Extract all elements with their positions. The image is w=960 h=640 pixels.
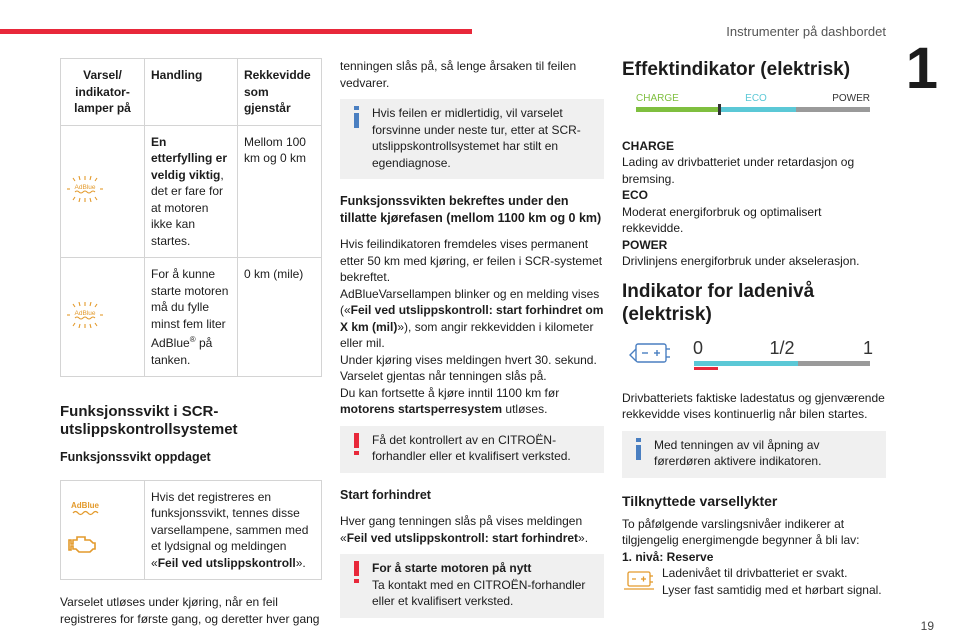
header-title: Instrumenter på dashbordet (726, 24, 886, 39)
info-icon (632, 438, 646, 460)
table-header-range: Rekkevidde som gjenstår (237, 59, 321, 126)
label-charge: CHARGE (622, 138, 675, 153)
level1-desc-b: Lyser fast samtidig med et hørbart signal. (662, 582, 882, 597)
heading-charge-indicator: Indikator for ladenivå (elektrisk) (622, 280, 815, 325)
desc-power: Drivlinjens energiforbruk under akselerasjon. (622, 254, 860, 268)
engine-fault-icon (67, 534, 97, 556)
gauge-reserve-zone (694, 367, 718, 370)
table-header-warning: Varsel/ indikator-lamper på (61, 59, 145, 126)
adblue-icon (67, 499, 103, 517)
table-row (61, 480, 322, 580)
charge-gauge (622, 336, 886, 376)
table-cell-range: Mellom 100 km og 0 km (237, 125, 321, 258)
info-text: Hvis feilen er midlertidig, vil varselet forsvinne under neste tur, etter at SCR-utslippskontrollsystemet har stilt en egendiagnose. (372, 106, 581, 170)
levels-paragraph: To påfølgende varslingsnivåer indikerer at tilgjengelig energimengde begynner å bli lav: (622, 516, 860, 547)
table-row (61, 125, 322, 258)
battery-icon (630, 344, 670, 362)
fault-icons-cell (61, 480, 145, 580)
gauge-eco-segment (720, 107, 796, 112)
warning-box (340, 426, 604, 473)
paragraph-repeat: Varselet gjentas når tenningen slås på. (340, 369, 547, 383)
warning-text: Få det kontrollert av en CITROËN-forhandler eller et kvalifisert verksted. (372, 432, 571, 463)
paragraph-limit: Du kan fortsette å kjøre inntil 1100 km før motorens startsperresystem utløses. (340, 385, 560, 416)
svg-text:AdBlue: AdBlue (74, 309, 96, 317)
table-row (61, 258, 322, 377)
subheading-confirmed: Funksjonssvikten bekreftes under den tillatte kjørefasen (mellom 1100 km og 0 km) (340, 194, 602, 225)
gauge-charge-segment (636, 107, 720, 112)
gauge-label-zero: 0 (692, 337, 704, 358)
charge-status-paragraph: Drivbatteriets faktiske ladestatus og gjenværende rekkevidde vises kontinuerlig når bilen startes. (622, 390, 885, 421)
subheading-fault-detected: Funksjonssvikt oppdaget (60, 450, 211, 464)
chapter-number: 1 (905, 36, 938, 101)
label-power: POWER (622, 237, 668, 252)
svg-text:AdBlue: AdBlue (74, 184, 96, 191)
fault-description: Hvis det registreres en funksjonssvikt, tennes disse varsellampene, sammen med et lydsignal og meldingen «Feil ved utslippskontroll». (145, 480, 322, 580)
warning-box (340, 554, 604, 618)
warning-body: Ta kontakt med en CITROËN-forhandler eller et kvalifisert verksted. (372, 577, 586, 608)
paragraph-interval: Under kjøring vises meldingen hvert 30. sekund. (340, 352, 597, 367)
warning-lamps-table (60, 58, 322, 377)
level1-item (622, 565, 886, 598)
fault-paragraph: Varselet utløses under kjøring, når en feil registreres for første gang, og deretter hver gang (60, 595, 320, 626)
gauge-label-power: POWER (832, 93, 870, 104)
column-3 (622, 58, 886, 598)
info-box (622, 431, 886, 478)
gauge-power-segment (796, 107, 870, 112)
svg-text:AdBlue: AdBlue (71, 501, 99, 511)
table-cell-range: 0 km (mile) (237, 258, 321, 377)
subheading-start-prevented: Start forhindret (340, 487, 431, 502)
info-text: Med tenningen av vil åpning av førerdøren aktivere indikatoren. (654, 437, 822, 468)
gauge-fill (694, 361, 798, 366)
info-icon (350, 106, 364, 128)
desc-eco: Moderat energiforbruk og optimalisert rekkevidde. (622, 204, 822, 235)
heading-power-indicator: Effektindikator (elektrisk) (622, 59, 851, 80)
continuation-paragraph: tenningen slås på, så lenge årsaken til feilen vedvarer. (340, 59, 577, 90)
battery-warning-icon (622, 567, 656, 593)
adblue-flashing-icon (67, 176, 103, 202)
page-number: 19 (920, 619, 934, 633)
table-header-row (61, 59, 322, 126)
info-box (340, 99, 604, 179)
table-cell-action: En etterfylling er veldig viktig, det er fare for at motoren ikke kan startes. (145, 125, 238, 258)
paragraph-confirmed: Hvis feilindikatoren fremdeles vises permanent etter 50 km med kjøring, er feilen i SCR-systemet bekreftet. (340, 237, 603, 284)
table-cell-action: For å kunne starte motoren må du fylle minst fem liter AdBlue® på tanken. (145, 258, 238, 377)
column-2 (340, 58, 604, 632)
level1-desc-a: Ladenivået til drivbatteriet er svakt. (662, 566, 848, 580)
warning-title: For å starte motoren på nytt (372, 561, 532, 575)
section-heading-scr: Funksjonssvikt i SCR-utslippskontrollsystemet (60, 403, 238, 438)
gauge-label-full: 1 (862, 337, 874, 358)
gauge-needle (718, 104, 721, 115)
column-1 (60, 58, 322, 635)
heading-related-warnings: Tilknyttede varsellykter (622, 492, 778, 509)
paragraph-start-prevented: Hver gang tenningen slås på vises meldingen «Feil ved utslippskontroll: start forhindret». (340, 514, 589, 545)
adblue-flashing-icon (67, 302, 103, 328)
desc-charge: Lading av drivbatteriet under retardasjon og bremsing. (622, 155, 855, 186)
adblue-flashing-icon-cell (61, 125, 145, 258)
level1-title: 1. nivå: Reserve (622, 549, 714, 564)
table-header-action: Handling (145, 59, 238, 126)
label-eco: ECO (622, 188, 649, 202)
gauge-label-charge: CHARGE (636, 93, 679, 104)
adblue-flashing-icon-cell (61, 258, 145, 377)
gauge-label-half: 1/2 (769, 337, 795, 358)
power-gauge (622, 91, 886, 124)
gauge-label-eco: ECO (745, 93, 767, 104)
warning-icon (350, 561, 364, 583)
fault-table (60, 480, 322, 581)
warning-icon (350, 433, 364, 455)
paragraph-message: AdBlueVarsellampen blinker og en melding vises («Feil ved utslippskontroll: start forhindret om X km (mil)»), som angir rekkevidden i kilometer eller mil. (340, 286, 604, 350)
header-accent-bar (0, 29, 472, 34)
gauge-remaining (798, 361, 870, 366)
